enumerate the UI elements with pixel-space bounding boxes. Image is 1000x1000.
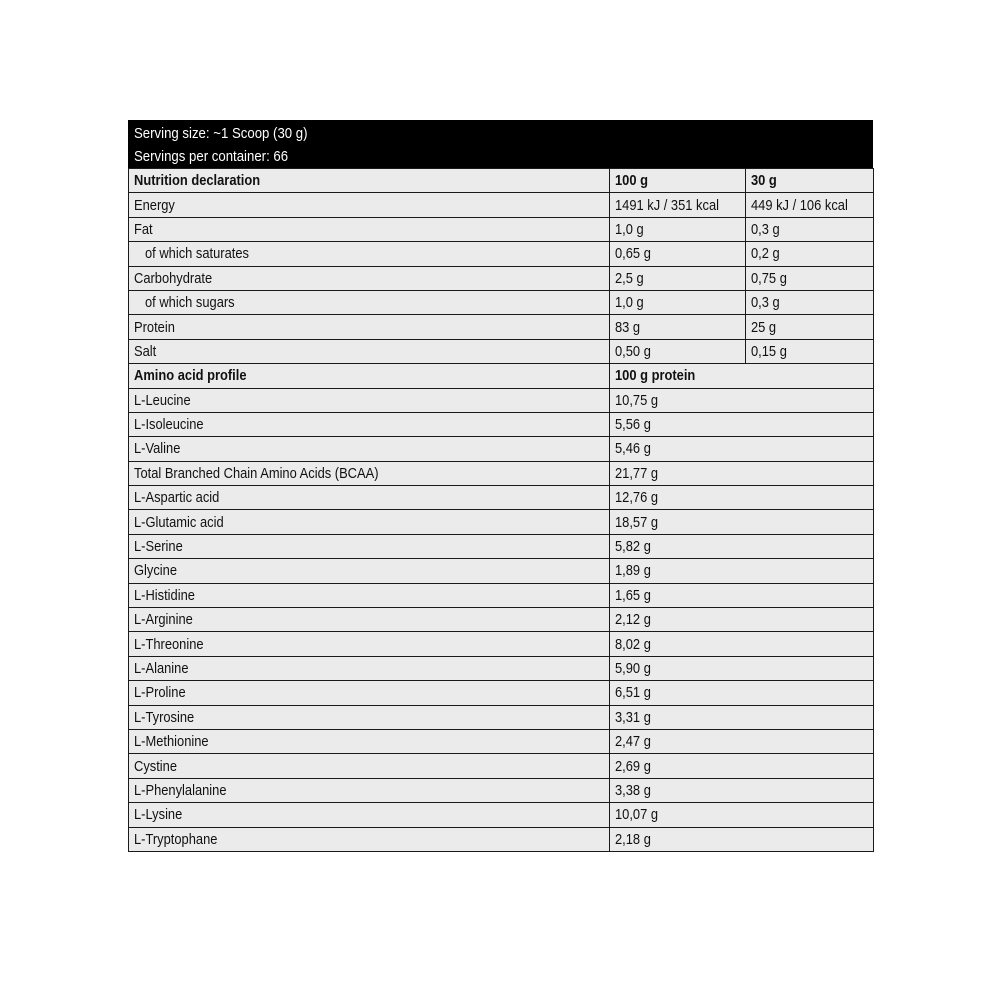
- nutrition-heading: Nutrition declaration: [129, 169, 610, 193]
- nutrient-label: Salt: [129, 339, 610, 363]
- amino-row: [129, 705, 874, 729]
- nutrition-label: [128, 120, 873, 852]
- amino-row: [129, 583, 874, 607]
- nutrition-row: [129, 217, 874, 241]
- nutrient-per100: 1,0 g: [610, 217, 746, 241]
- amino-row: [129, 681, 874, 705]
- amino-label: L-Threonine: [129, 632, 610, 656]
- amino-row: [129, 461, 874, 485]
- nutrient-label: Fat: [129, 217, 610, 241]
- nutrient-per100: 2,5 g: [610, 266, 746, 290]
- amino-label: L-Serine: [129, 534, 610, 558]
- serving-header: [128, 120, 873, 168]
- amino-label: L-Aspartic acid: [129, 486, 610, 510]
- amino-row: [129, 388, 874, 412]
- amino-row: [129, 754, 874, 778]
- servings-per-container: Servings per container: 66: [134, 148, 289, 165]
- amino-value: 2,18 g: [610, 827, 874, 851]
- amino-label: L-Tryptophane: [129, 827, 610, 851]
- nutrient-label: of which saturates: [129, 242, 610, 266]
- amino-value: 10,07 g: [610, 803, 874, 827]
- amino-value: 6,51 g: [610, 681, 874, 705]
- amino-label: L-Valine: [129, 437, 610, 461]
- nutrition-table: [128, 168, 874, 852]
- col-protein-header: 100 g protein: [610, 364, 874, 388]
- col-30g-header: 30 g: [746, 169, 874, 193]
- amino-value: 5,46 g: [610, 437, 874, 461]
- amino-label: L-Isoleucine: [129, 412, 610, 436]
- amino-value: 1,89 g: [610, 559, 874, 583]
- amino-value: 2,12 g: [610, 608, 874, 632]
- amino-label: Cystine: [129, 754, 610, 778]
- nutrient-per30: 0,3 g: [746, 290, 874, 314]
- amino-label: L-Alanine: [129, 656, 610, 680]
- nutrient-per30: 0,2 g: [746, 242, 874, 266]
- amino-row: [129, 486, 874, 510]
- serving-size: Serving size: ~1 Scoop (30 g): [134, 125, 308, 142]
- nutrition-row: [129, 315, 874, 339]
- amino-label: Glycine: [129, 559, 610, 583]
- amino-row: [129, 632, 874, 656]
- nutrient-per100: 0,50 g: [610, 339, 746, 363]
- amino-row: [129, 534, 874, 558]
- amino-row: [129, 656, 874, 680]
- amino-row: [129, 608, 874, 632]
- nutrition-header-row: [129, 169, 874, 193]
- amino-row: [129, 437, 874, 461]
- nutrient-per30: 0,75 g: [746, 266, 874, 290]
- amino-value: 5,82 g: [610, 534, 874, 558]
- amino-row: [129, 778, 874, 802]
- amino-value: 5,56 g: [610, 412, 874, 436]
- amino-value: 3,38 g: [610, 778, 874, 802]
- nutrient-per100: 1,0 g: [610, 290, 746, 314]
- nutrition-row: [129, 290, 874, 314]
- amino-value: 2,47 g: [610, 729, 874, 753]
- nutrient-per100: 1491 kJ / 351 kcal: [610, 193, 746, 217]
- amino-label: L-Lysine: [129, 803, 610, 827]
- nutrient-per30: 25 g: [746, 315, 874, 339]
- amino-row: [129, 827, 874, 851]
- amino-header-row: [129, 364, 874, 388]
- amino-label: L-Histidine: [129, 583, 610, 607]
- amino-label: L-Methionine: [129, 729, 610, 753]
- nutrition-row: [129, 242, 874, 266]
- amino-heading: Amino acid profile: [129, 364, 610, 388]
- nutrient-label: Carbohydrate: [129, 266, 610, 290]
- amino-value: 2,69 g: [610, 754, 874, 778]
- amino-row: [129, 412, 874, 436]
- amino-value: 8,02 g: [610, 632, 874, 656]
- amino-value: 12,76 g: [610, 486, 874, 510]
- nutrient-label: Protein: [129, 315, 610, 339]
- nutrition-row: [129, 266, 874, 290]
- nutrition-row: [129, 339, 874, 363]
- amino-row: [129, 559, 874, 583]
- nutrient-per30: 449 kJ / 106 kcal: [746, 193, 874, 217]
- amino-value: 3,31 g: [610, 705, 874, 729]
- amino-label: L-Glutamic acid: [129, 510, 610, 534]
- col-100g-header: 100 g: [610, 169, 746, 193]
- amino-label: L-Proline: [129, 681, 610, 705]
- nutrient-label: Energy: [129, 193, 610, 217]
- amino-label: L-Arginine: [129, 608, 610, 632]
- amino-label: L-Leucine: [129, 388, 610, 412]
- nutrition-row: [129, 193, 874, 217]
- amino-value: 1,65 g: [610, 583, 874, 607]
- amino-row: [129, 510, 874, 534]
- amino-value: 10,75 g: [610, 388, 874, 412]
- amino-row: [129, 729, 874, 753]
- amino-value: 5,90 g: [610, 656, 874, 680]
- amino-label: L-Tyrosine: [129, 705, 610, 729]
- amino-value: 18,57 g: [610, 510, 874, 534]
- nutrient-per100: 83 g: [610, 315, 746, 339]
- amino-row: [129, 803, 874, 827]
- amino-value: 21,77 g: [610, 461, 874, 485]
- nutrient-per30: 0,15 g: [746, 339, 874, 363]
- nutrient-label: of which sugars: [129, 290, 610, 314]
- nutrient-per100: 0,65 g: [610, 242, 746, 266]
- nutrient-per30: 0,3 g: [746, 217, 874, 241]
- amino-label: L-Phenylalanine: [129, 778, 610, 802]
- amino-label: Total Branched Chain Amino Acids (BCAA): [129, 461, 610, 485]
